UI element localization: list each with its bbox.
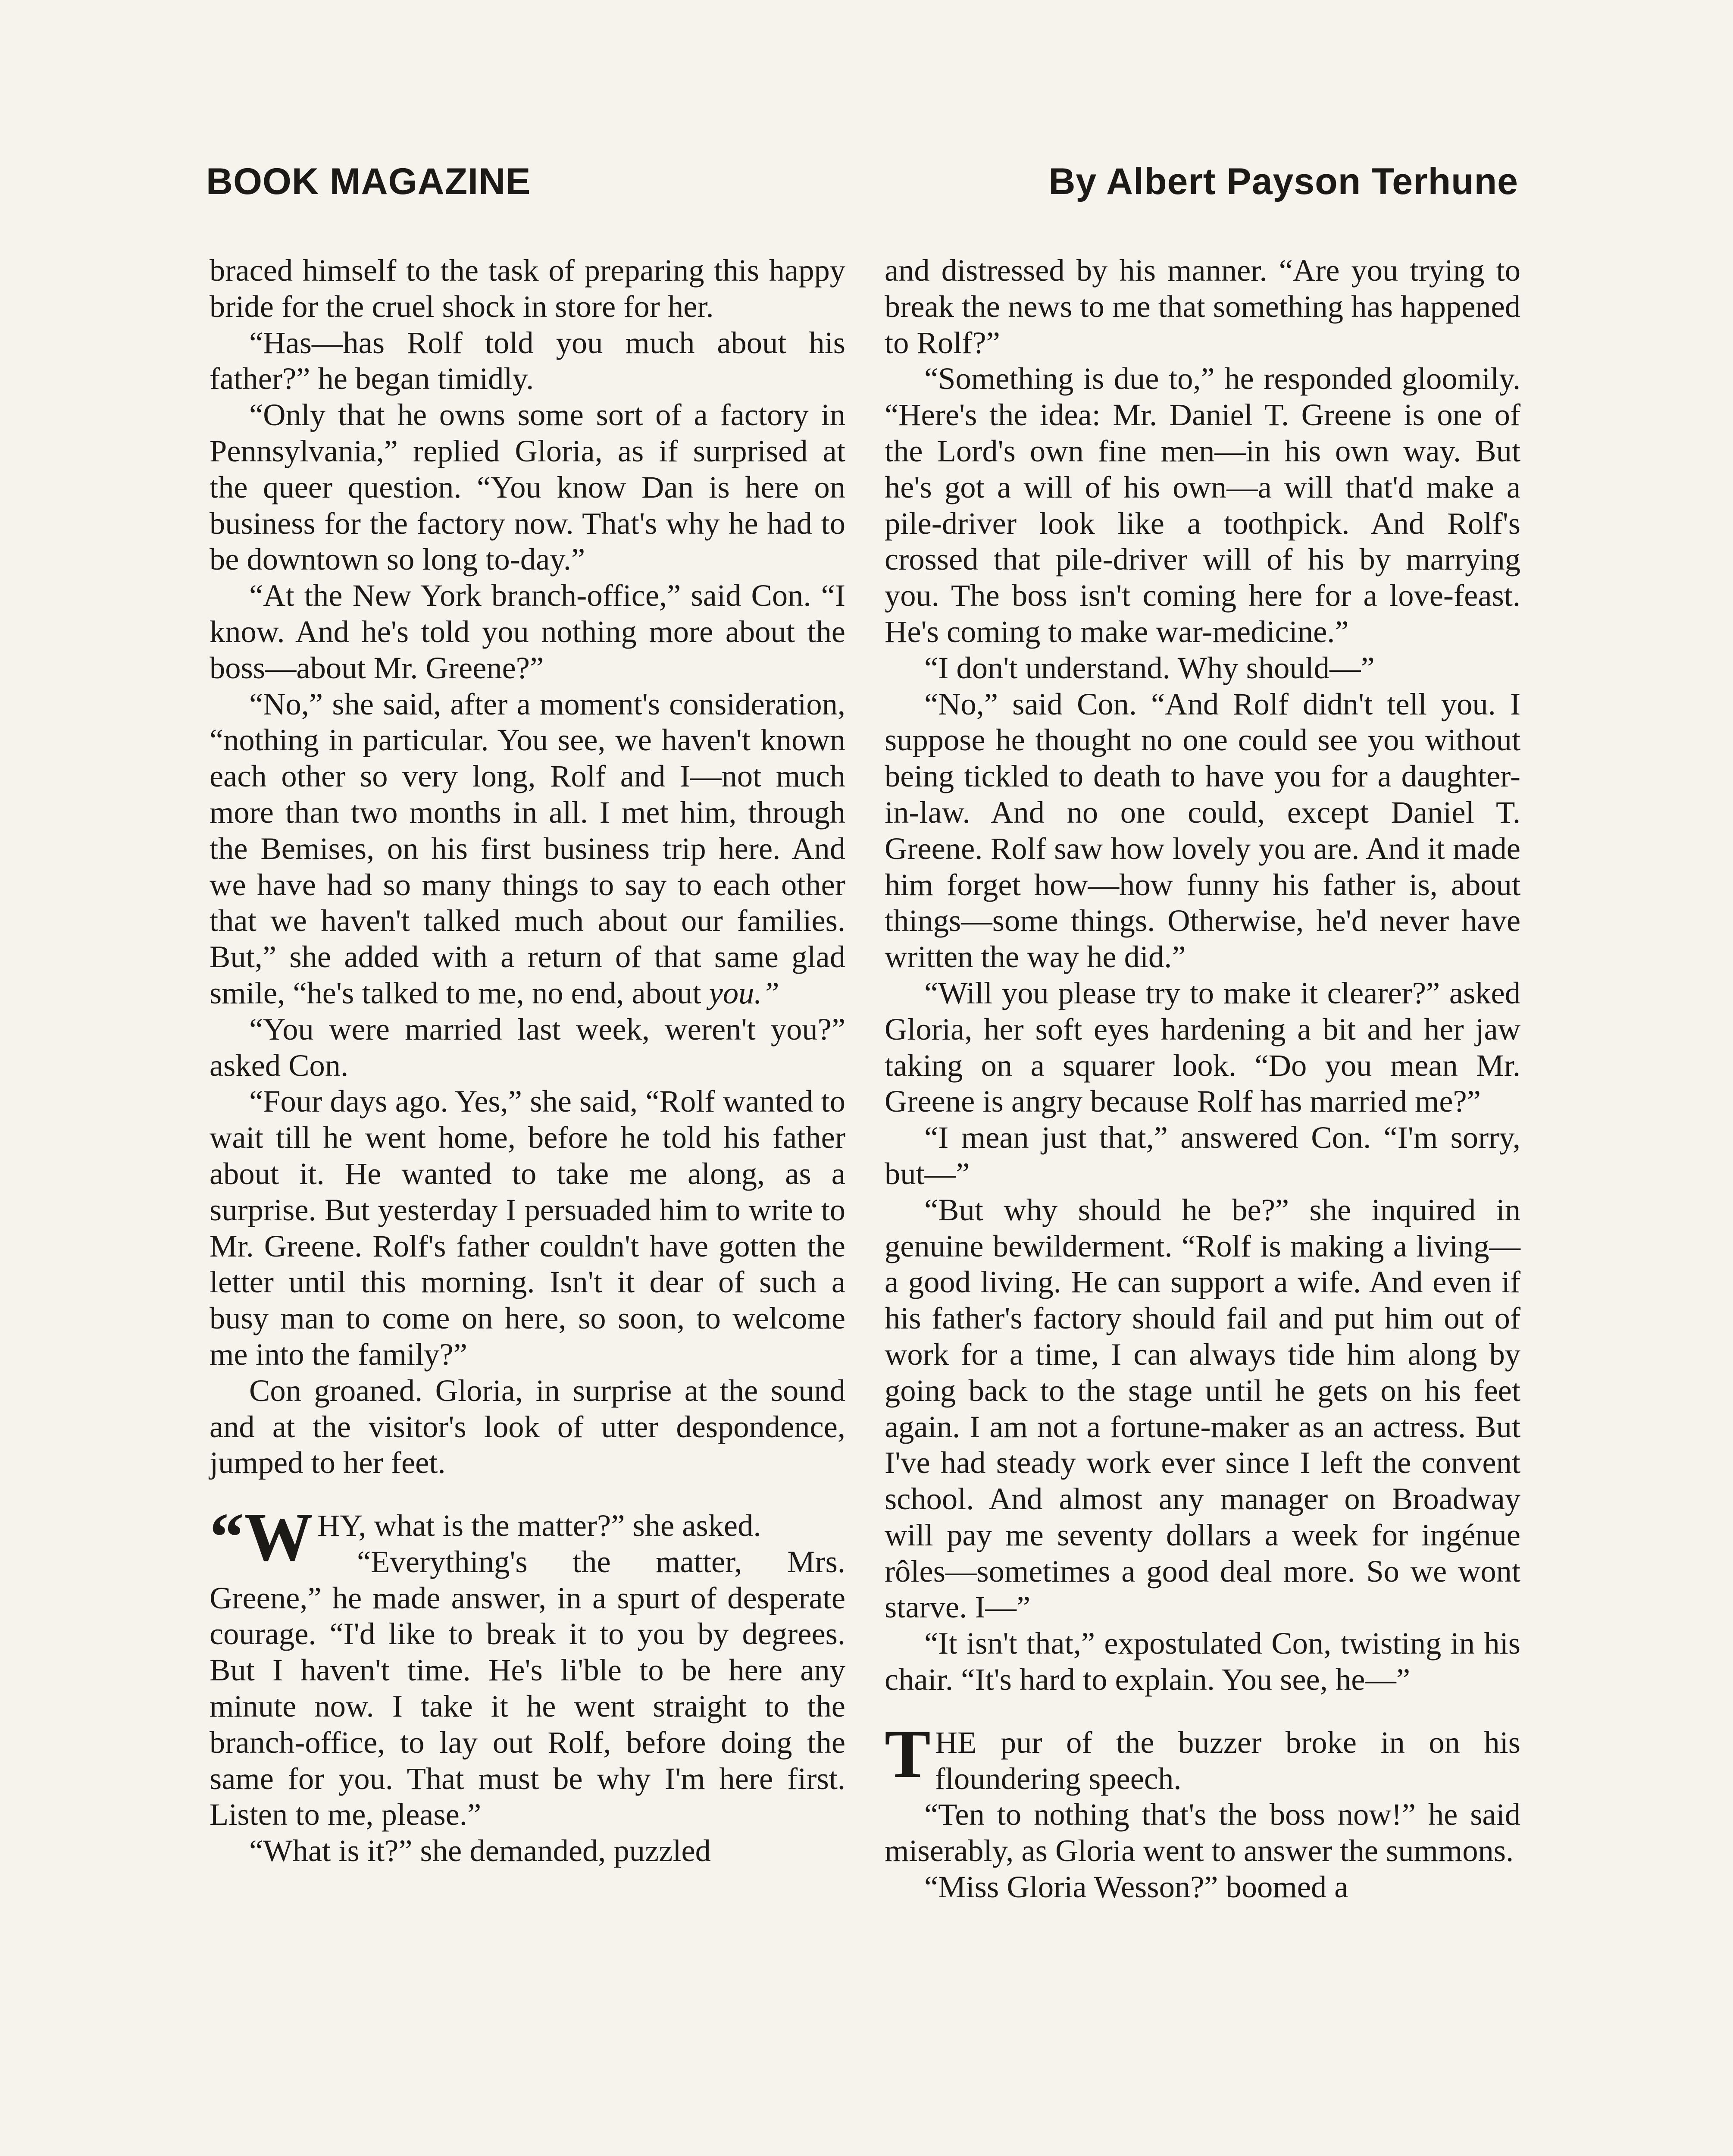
paragraph: “Has—has Rolf told you much about his father?” he began timidly. bbox=[210, 325, 845, 396]
paragraph: “Ten to nothing that's the boss now!” he said miserably, as Gloria went to answer the summons. bbox=[885, 1797, 1520, 1868]
paragraph: “But why should he be?” she inquired in genuine bewilderment. “Rolf is making a living—a good living. He can support a wife. And even if his father's factory should fail and put him out of work for a time, I can always tide him along by going back to the stage until he gets on his feet again. I am not a fortune-maker as an actress. But I've had steady work ever since I left the convent school. And almost any manager on Broadway will pay me seventy dollars a week for ingénue rôles—sometimes a good deal more. So we wont starve. I—” bbox=[885, 1192, 1520, 1625]
paragraph: “Will you please try to make it clearer?” asked Gloria, her soft eyes hardening a bit and her jaw taking on a squarer look. “Do you mean Mr. Greene is angry because Rolf has married me?” bbox=[885, 975, 1520, 1119]
paragraph-with-italic bbox=[210, 686, 845, 1011]
section-opening-paragraph bbox=[210, 1498, 845, 1576]
paragraph: “At the New York branch-office,” said Con. “I know. And he's told you nothing more about the boss—about Mr. Greene?” bbox=[210, 578, 845, 685]
paragraph: “No,” said Con. “And Rolf didn't tell you. I suppose he thought no one could see you without being tickled to death to have you for a daughter-in-law. And no one could, except Daniel T. Greene. Rolf saw how lovely you are. And it made him forget how—how funny his father is, about things—some things. Otherwise, he'd never have written the way he did.” bbox=[885, 686, 1520, 975]
paragraph: “It isn't that,” expostulated Con, twisting in his chair. “It's hard to explain. You see, he—” bbox=[885, 1626, 1520, 1697]
paragraph: “Miss Gloria Wesson?” boomed a bbox=[924, 1869, 1348, 1905]
paragraph: “I don't understand. Why should—” bbox=[924, 650, 1375, 685]
drop-cap-letter: W bbox=[244, 1498, 313, 1576]
section-opening-text: HE pur of the buzzer broke in on his floundering speech. bbox=[935, 1724, 1520, 1796]
text-column-left bbox=[210, 252, 845, 1869]
drop-cap-letter: T bbox=[885, 1715, 931, 1792]
paragraph: “Everything's the matter, Mrs. Greene,” he made answer, in a spurt of desperate courage. “I'd like to break it to you by degrees. But I haven't time. He's li'ble to be here any minute now. I take it he went straight to the branch-office, to lay out Rolf, before doing the same for you. That must be why I'm here first. Listen to me, please.” bbox=[210, 1544, 845, 1832]
paragraph-text: “No,” she said, after a moment's consideration, “nothing in particular. You see, we haven't known each other so very long, Rolf and I—not much more than two months in all. I met him, through the Bemises, on his first business trip here. And we have had so many things to say to each other that we haven't talked much about our families. But,” she added with a return of that same glad smile, “he's talked to me, no end, about bbox=[210, 686, 845, 1010]
italic-word: you.” bbox=[709, 975, 779, 1010]
text-column-right bbox=[885, 252, 1520, 1905]
paragraph: “Four days ago. Yes,” she said, “Rolf wanted to wait till he went home, before he told his father about it. He wanted to take me along, as a surprise. But yesterday I persuaded him to write to Mr. Greene. Rolf's father couldn't have gotten the letter until this morning. Isn't it dear of such a busy man to come on here, so soon, to welcome me into the family?” bbox=[210, 1084, 845, 1372]
section-opening-text: HY, what is the matter?” she asked. bbox=[317, 1508, 761, 1543]
section-opening-paragraph bbox=[885, 1715, 1520, 1797]
paragraph: braced himself to the task of preparing this happy bride for the cruel shock in store for her. bbox=[210, 253, 845, 324]
paragraph: “You were married last week, weren't you?” asked Con. bbox=[210, 1011, 845, 1083]
paragraph: “I mean just that,” answered Con. “I'm sorry, but—” bbox=[885, 1120, 1520, 1191]
paragraph: “Only that he owns some sort of a factory in Pennsylvania,” replied Gloria, as if surprised at the queer question. “You know Dan is here on business for the factory now. That's why he had to be downtown so long to-day.” bbox=[210, 397, 845, 577]
paragraph: “What is it?” she demanded, puzzled bbox=[249, 1833, 711, 1868]
running-head-magazine: BOOK MAGAZINE bbox=[206, 161, 531, 202]
drop-cap bbox=[210, 1498, 313, 1576]
paragraph: “Something is due to,” he responded gloomily. “Here's the idea: Mr. Daniel T. Greene is one of the Lord's own fine men—in his own way. But he's got a will of his own—a will that'd make a pile-driver look like a toothpick. And Rolf's crossed that pile-driver will of his by marrying you. The boss isn't coming here for a love-feast. He's coming to make war-medicine.” bbox=[885, 361, 1520, 649]
drop-cap-quote: “ bbox=[210, 1498, 244, 1576]
running-head-author: By Albert Payson Terhune bbox=[1048, 161, 1518, 202]
paragraph: Con groaned. Gloria, in surprise at the sound and at the visitor's look of utter despondence, jumped to her feet. bbox=[210, 1373, 845, 1480]
paragraph: and distressed by his manner. “Are you trying to break the news to me that something has happened to Rolf?” bbox=[885, 253, 1520, 360]
